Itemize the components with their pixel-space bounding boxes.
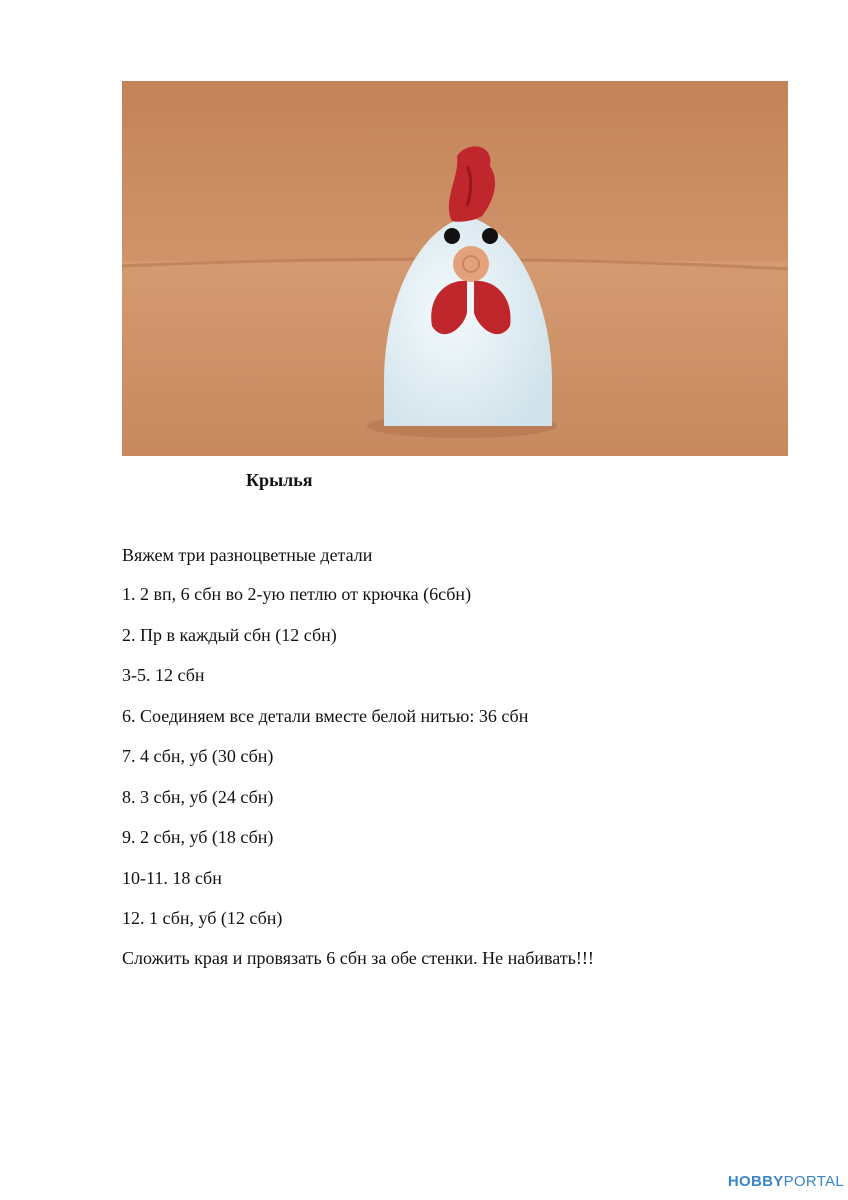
list-item: 1. 2 вп, 6 сбн во 2-ую петлю от крючка (6сбн) bbox=[122, 584, 472, 604]
crochet-rooster-photo bbox=[122, 81, 788, 456]
watermark-regular: PORTAL bbox=[783, 1173, 844, 1190]
section-heading: Крылья bbox=[246, 470, 313, 490]
list-item: 10-11. 18 сбн bbox=[122, 867, 222, 888]
watermark-bold: HOBBY bbox=[727, 1173, 784, 1190]
list-item: 6. Соединяем все детали вместе белой нитью: 36 сбн bbox=[122, 705, 529, 726]
list-item: 7. 4 сбн, уб (30 сбн) bbox=[122, 746, 274, 766]
watermark-logo bbox=[728, 1173, 844, 1190]
list-item: 3-5. 12 сбн bbox=[122, 665, 205, 685]
instruction-list bbox=[122, 583, 528, 948]
list-item: 2. Пр в каждый сбн (12 сбн) bbox=[122, 624, 337, 645]
list-item: 12. 1 сбн, уб (12 сбн) bbox=[122, 908, 283, 928]
intro-text: Вяжем три разноцветные детали bbox=[122, 545, 373, 565]
list-item: 9. 2 сбн, уб (18 сбн) bbox=[122, 827, 274, 847]
list-item: 8. 3 сбн, уб (24 сбн) bbox=[122, 786, 274, 807]
closing-text: Сложить края и провязать 6 сбн за обе стенки. Не набивать!!! bbox=[122, 948, 594, 968]
rooster-illustration bbox=[122, 81, 788, 456]
